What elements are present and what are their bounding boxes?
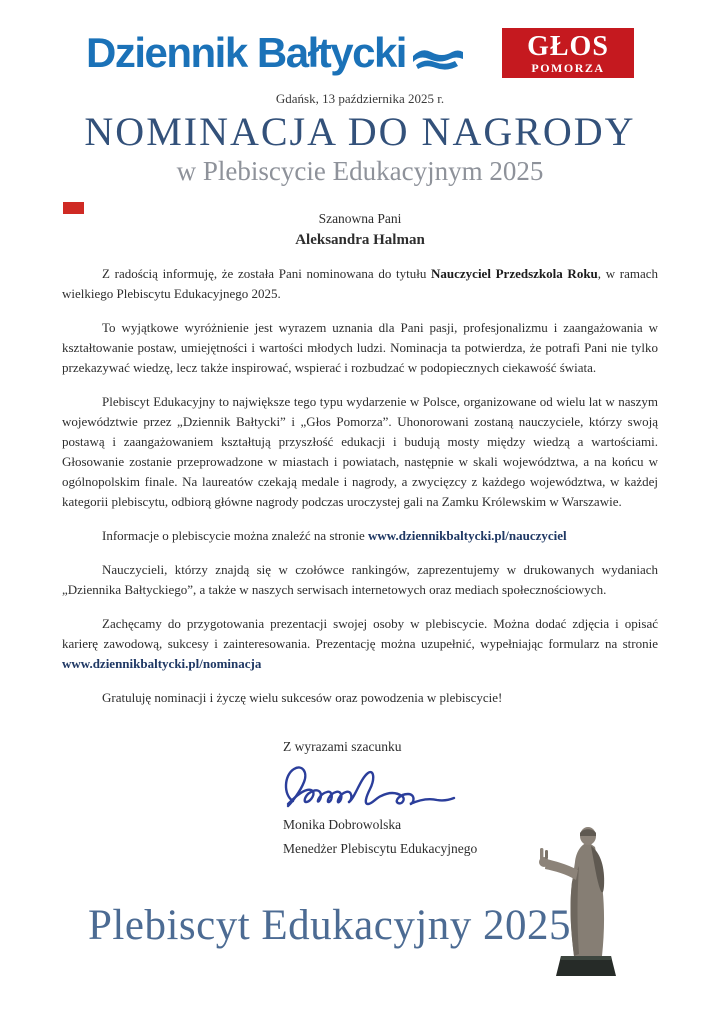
- paragraph-text: Informacje o plebiscycie można znaleźć na stronie: [102, 528, 369, 543]
- paragraph-text: Plebiscyt Edukacyjny to największe tego typu wydarzenie w Polsce, organizowane od wielu lat w naszym województwie przez „Dziennik Bałtycki” i „Głos Pomorza”. Uhonorowani zostaną nauczyciele, którzy swoją postawą i zaangażowaniem kształtują przyszłość edukacji i budują mosty między wiedzą a wartościami. Głosowanie zostanie przeprowadzone w miastach i powiatach, następnie w skali województwa, a na końcu w ogólnopolskim finale. Na laureatów czekają medale i nagrody, a zwycięzcy z każdego województwa, w każdej kategorii plebiscytu, odbiorą główne nagrody podczas uroczystej gali na Zamku Królewskim w Warszawie.: [62, 394, 658, 509]
- paragraph-text: Zachęcamy do przygotowania prezentacji swojej osoby w plebiscycie. Można dodać zdjęcia i opisać karierę zawodową, sukcesy i zainteresowania. Prezentację można uzupełnić, wypełniając formularz na stronie: [62, 616, 658, 651]
- body-paragraph: [62, 392, 658, 512]
- body-paragraph-info-link: [62, 526, 658, 546]
- greeting: [0, 211, 720, 249]
- signer-name: Monika Dobrowolska: [283, 817, 402, 833]
- signer-role: Menedżer Plebiscytu Edukacyjnego: [283, 840, 478, 856]
- paragraph-text: Nauczyciel Przedszkola Roku: [431, 266, 598, 281]
- paragraph-text: Z radością informuję, że została Pani nominowana do tytułu: [102, 266, 432, 281]
- paragraph-text: To wyjątkowe wyróżnienie jest wyrazem uznania dla Pani pasji, profesjonalizmu i zaangażowania w kształtowanie postaw, umiejętności i wartości młodych ludzi. Nominacja ta potwierdza, że potrafi Pani nie tylko przekazywać wiedzę, lecz także inspirować, wspierać i rozbudzać w podopiecznych ciekawość świata.: [62, 320, 658, 375]
- body-paragraph: [62, 264, 658, 304]
- signoff-block: [283, 737, 477, 859]
- dziennik-baltycki-logo: [86, 29, 464, 76]
- letter-title: NOMINACJA DO NAGRODY: [84, 109, 636, 154]
- salutation: Szanowna Pani: [318, 211, 402, 226]
- date-line: Gdańsk, 13 października 2025 r.: [275, 91, 445, 106]
- paragraph-text: Nauczycieli, którzy znajdą się w czołówce rankingów, zaprezentujemy w drukowanych wydaniach „Dziennika Bałtyckiego”, a także w naszych serwisach internetowych oraz mediach społecznościowych.: [62, 562, 658, 597]
- paragraph-text: Gratuluję nominacji i życzę wielu sukcesów oraz powodzenia w plebiscycie!: [102, 690, 503, 705]
- closing-line: Z wyrazami szacunku: [283, 739, 402, 754]
- letter-subtitle: w Plebiscycie Edukacyjnym 2025: [176, 156, 544, 186]
- glos-logo-line2: POMORZA: [531, 61, 605, 75]
- body-paragraph-congrats: [62, 688, 658, 708]
- body-paragraph: [62, 318, 658, 378]
- wave-flag-icon: [412, 47, 464, 73]
- letter-body: [62, 264, 658, 708]
- body-paragraph: [62, 560, 658, 600]
- inline-url-text: www.dziennikbaltycki.pl/nominacja: [62, 656, 262, 671]
- dziennik-baltycki-logo-text: Dziennik Bałtycki: [86, 29, 406, 76]
- red-mark: [63, 202, 84, 214]
- handwritten-signature-icon: [277, 761, 477, 813]
- footer-plebiscyt-text: Plebiscyt Edukacyjny 2025: [88, 902, 572, 949]
- header: [0, 0, 720, 78]
- inline-url-text: www.dziennikbaltycki.pl/nauczyciel: [368, 528, 567, 543]
- body-paragraph-form-link: [62, 614, 658, 674]
- glos-pomorza-logo: [502, 28, 634, 78]
- paragraph-text: , w ramach wielkiego Plebiscytu Edukacyjnego 2025.: [62, 266, 659, 301]
- glos-logo-line1: GŁOS: [527, 31, 609, 62]
- recipient-name: Aleksandra Halman: [295, 232, 425, 248]
